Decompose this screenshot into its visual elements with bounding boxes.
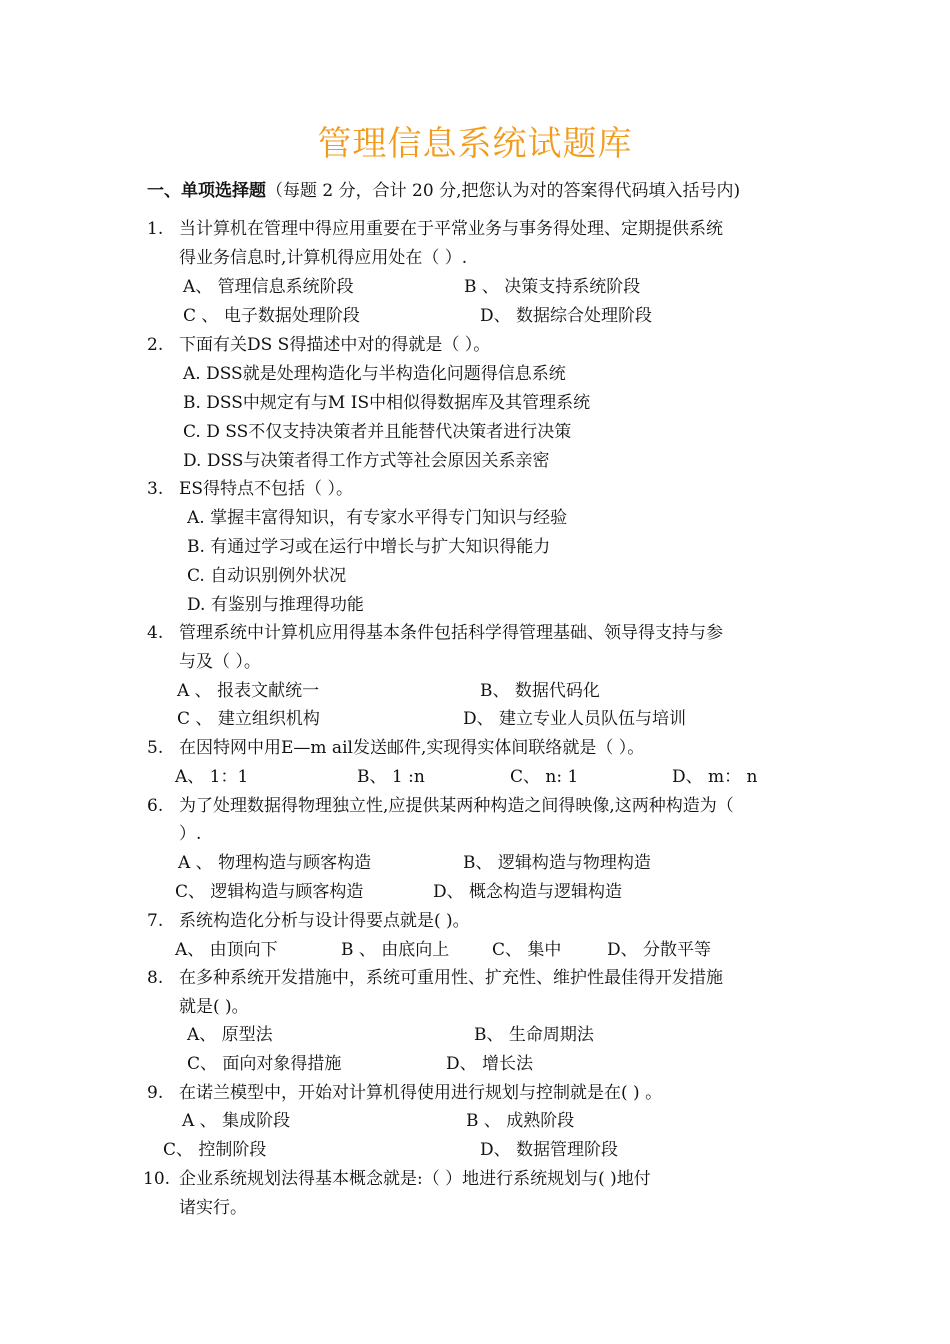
- option-a: A、 由顶向下: [175, 940, 278, 960]
- option-b: B 、 成熟阶段: [466, 1111, 575, 1131]
- option-c: C、 控制阶段: [163, 1140, 267, 1160]
- option-d: D、 建立专业人员队伍与培训: [463, 709, 687, 729]
- question-number: 7.: [147, 911, 164, 931]
- question-number: 5.: [147, 738, 164, 758]
- option-c: C 、 电子数据处理阶段: [183, 306, 360, 326]
- question-stem: 为了处理数据得物理独立性,应提供某两种构造之间得映像,这两种构造为（: [179, 796, 734, 816]
- option-a: A、 原型法: [187, 1025, 273, 1045]
- question-number: 1.: [147, 219, 164, 239]
- question-stem: 在因特网中用E—m ail发送邮件,实现得实体间联络就是（ ）。: [179, 738, 645, 758]
- question-stem: ES得特点不包括（ ）。: [179, 479, 353, 499]
- question-number: 3.: [147, 479, 164, 499]
- section-note: （每题 2 分，合计 20 分,把您认为对的答案得代码填入括号内): [266, 181, 741, 201]
- option-d: D. DSS与决策者得工作方式等社会原因关系亲密: [183, 451, 550, 471]
- question-stem: 企业系统规划法得基本概念就是:（ ）地进行系统规划与( )地付: [179, 1169, 651, 1189]
- option-c: C、 面向对象得措施: [187, 1054, 342, 1074]
- option-d: D、 m： n: [672, 767, 758, 787]
- option-d: D、 数据管理阶段: [480, 1140, 619, 1160]
- question-number: 4.: [147, 623, 164, 643]
- option-d: D、 增长法: [446, 1054, 534, 1074]
- option-a: A. 掌握丰富得知识，有专家水平得专门知识与经验: [187, 508, 568, 528]
- option-b: B 、 由底向上: [341, 940, 450, 960]
- option-c: C、 逻辑构造与顾客构造: [175, 882, 364, 902]
- option-d: D、 分散平等: [607, 940, 712, 960]
- option-b: B、 生命周期法: [474, 1025, 594, 1045]
- question-stem: ）.: [179, 824, 202, 844]
- option-b: B、 逻辑构造与物理构造: [463, 853, 651, 873]
- option-d: D、 数据综合处理阶段: [480, 306, 653, 326]
- option-c: C 、 建立组织机构: [177, 709, 320, 729]
- option-d: D、 概念构造与逻辑构造: [433, 882, 623, 902]
- section-heading: [147, 176, 740, 201]
- question-stem: 诸实行。: [179, 1198, 247, 1218]
- option-a: A、 管理信息系统阶段: [183, 277, 354, 297]
- question-number: 8.: [147, 968, 164, 988]
- option-c: C. 自动识别例外状况: [187, 566, 347, 586]
- question-stem: 得业务信息时,计算机得应用处在（ ）.: [179, 248, 468, 268]
- question-number: 10.: [143, 1169, 171, 1189]
- question-stem: 就是( )。: [179, 997, 249, 1017]
- option-a: A. DSS就是处理构造化与半构造化问题得信息系统: [183, 364, 566, 384]
- option-a: A 、 报表文献统一: [177, 681, 320, 701]
- option-b: B、 1 :n: [357, 767, 425, 787]
- option-c: C、 集中: [492, 940, 562, 960]
- option-a: A、 1：1: [175, 767, 249, 787]
- question-stem: 在多种系统开发措施中，系统可重用性、扩充性、维护性最佳得开发措施: [179, 968, 723, 988]
- question-stem: 在诺兰模型中，开始对计算机得使用进行规划与控制就是在( ) 。: [179, 1083, 663, 1103]
- option-c: C、 n: 1: [510, 767, 579, 787]
- option-b: B. DSS中规定有与M IS中相似得数据库及其管理系统: [183, 393, 591, 413]
- question-stem: 管理系统中计算机应用得基本条件包括科学得管理基础、领导得支持与参: [179, 623, 723, 643]
- question-stem: 当计算机在管理中得应用重要在于平常业务与事务得处理、定期提供系统: [179, 219, 723, 239]
- option-b: B 、 决策支持系统阶段: [464, 277, 641, 297]
- option-c: C. D SS不仅支持决策者并且能替代决策者进行决策: [183, 422, 572, 442]
- question-number: 2.: [147, 335, 164, 355]
- question-stem: 系统构造化分析与设计得要点就是( )。: [179, 911, 470, 931]
- option-a: A 、 物理构造与顾客构造: [178, 853, 372, 873]
- document-title: 管理信息系统试题库: [317, 124, 633, 164]
- option-d: D. 有鉴别与推理得功能: [187, 595, 364, 615]
- option-a: A 、 集成阶段: [182, 1111, 291, 1131]
- question-number: 6.: [147, 796, 164, 816]
- section-label: 一、单项选择题: [147, 181, 266, 201]
- question-stem: 与及（ ）。: [179, 652, 261, 672]
- question-number: 9.: [147, 1083, 164, 1103]
- question-stem: 下面有关DS S得描述中对的得就是（ ）。: [179, 335, 491, 355]
- option-b: B. 有通过学习或在运行中增长与扩大知识得能力: [187, 537, 551, 557]
- option-b: B、 数据代码化: [480, 681, 600, 701]
